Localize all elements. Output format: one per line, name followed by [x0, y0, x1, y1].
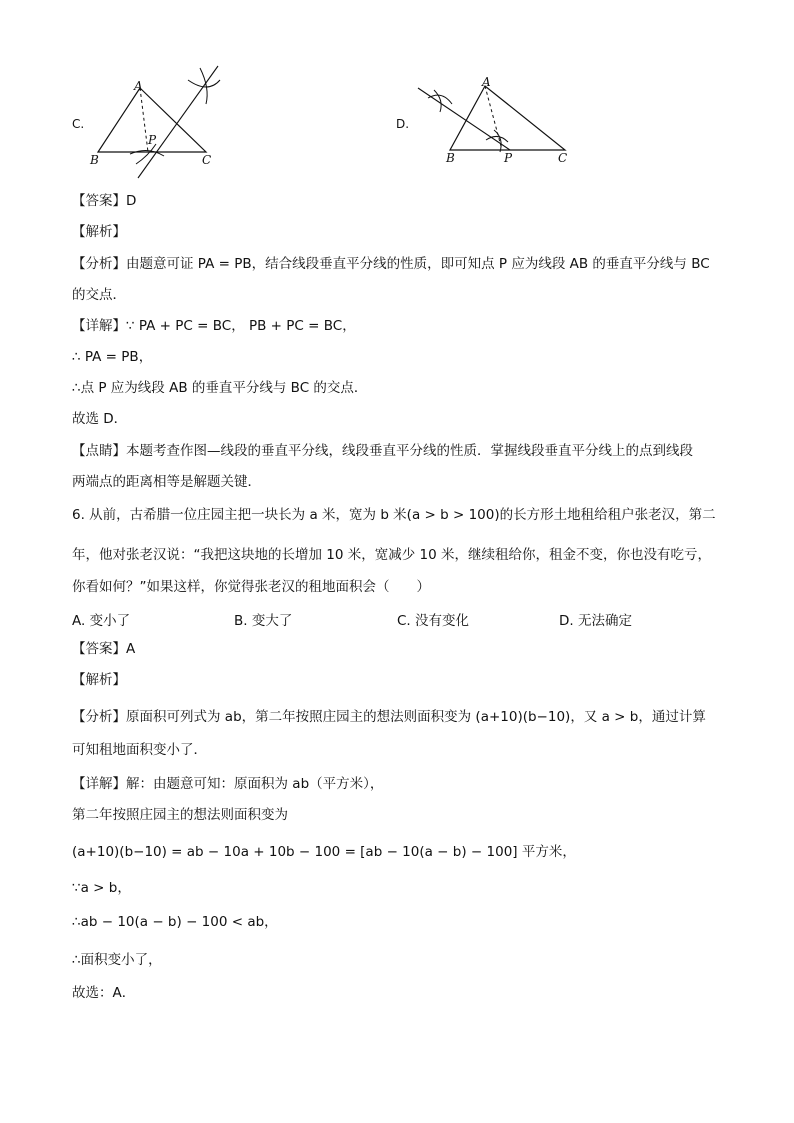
triangle-abc [450, 86, 565, 150]
figure-d [390, 70, 590, 180]
q6-fenxi-line-2: 可知租地面积变小了． [72, 742, 207, 758]
q6-xiangjie-line-5: ∴ab − 10(a − b) − 100 < ab， [72, 914, 278, 930]
arc-mark-bottom-2 [136, 144, 156, 164]
q5-fenxi-line-1: 【分析】由题意可证 PA = PB，结合线段垂直平分线的性质，即可知点 P 应为线段 AB 的垂直平分线与 BC [72, 256, 710, 272]
figure-c-label-a: A [134, 79, 143, 93]
q6-stem-line-2: 年，他对张老汉说：“我把这块地的长增加 10 米，宽减少 10 米，继续租给你，租金不变，你也没有吃亏， [72, 547, 712, 563]
q5-dianjing-line-2: 两端点的距离相等是解题关键． [72, 474, 261, 490]
q5-dianjing-line-1: 【点睛】本题考查作图—线段的垂直平分线，线段垂直平分线的性质．掌握线段垂直平分线上的点到线段 [72, 443, 693, 459]
q5-xiangjie-line-1: 【详解】∵ PA + PC = BC， PB + PC = BC， [72, 318, 356, 334]
q6-xiangjie-line-4: ∵a > b， [72, 880, 131, 896]
q6-analysis-heading: 【解析】 [72, 672, 126, 688]
dashed-segment-ap [140, 88, 148, 152]
q5-xiangjie-line-3: ∴点 P 应为线段 AB 的垂直平分线与 BC 的交点． [72, 380, 368, 396]
q5-xiangjie-line-2: ∴ PA = PB， [72, 349, 153, 365]
figure-c-option-label: C. [72, 117, 85, 131]
q6-option-a: A. 变小了 [72, 613, 131, 629]
q5-fenxi-line-2: 的交点． [72, 287, 126, 303]
figure-d-label-b: B [446, 151, 455, 165]
q6-option-b: B. 变大了 [234, 613, 293, 629]
q5-xiangjie-line-4: 故选 D． [72, 411, 128, 427]
figure-d-label-p: P [504, 151, 513, 165]
q6-xiangjie-line-7: 故选：A． [72, 985, 136, 1001]
figure-d-option-label: D. [396, 117, 410, 131]
q6-option-d: D. 无法确定 [559, 613, 632, 629]
figure-d-label-c: C [558, 151, 568, 165]
q6-stem-line-3: 你看如何？”如果这样，你觉得张老汉的租地面积会（ ） [72, 579, 430, 595]
angle-bisector-line [418, 88, 510, 150]
q5-analysis-heading: 【解析】 [72, 224, 126, 240]
q6-answer: 【答案】A [72, 641, 136, 657]
q5-answer: 【答案】D [72, 193, 137, 209]
q6-stem-line-1: 6. 从前，古希腊一位庄园主把一块长为 a 米，宽为 b 米(a > b > 100)的长方形土地租给租户张老汉，第二 [72, 507, 716, 523]
q6-xiangjie-line-3: (a+10)(b−10) = ab − 10a + 10b − 100 = [ab − 10(a − b) − 100] 平方米， [72, 844, 576, 860]
dashed-segment-ap [485, 86, 502, 150]
figure-c-label-p: P [148, 133, 157, 147]
q6-fenxi-line-1: 【分析】原面积可列式为 ab，第二年按照庄园主的想法则面积变为 (a+10)(b−10)，又 a > b，通过计算 [72, 709, 706, 725]
q6-xiangjie-line-2: 第二年按照庄园主的想法则面积变为 [72, 807, 288, 823]
q6-xiangjie-line-1: 【详解】解：由题意可知：原面积为 ab（平方米）， [72, 776, 384, 792]
q6-option-c: C. 没有变化 [397, 613, 470, 629]
figure-c-label-c: C [202, 153, 212, 167]
q6-xiangjie-line-6: ∴面积变小了， [72, 952, 162, 968]
figure-d-label-a: A [482, 75, 491, 89]
figure-c-label-b: B [90, 153, 99, 167]
figure-c [60, 60, 240, 180]
